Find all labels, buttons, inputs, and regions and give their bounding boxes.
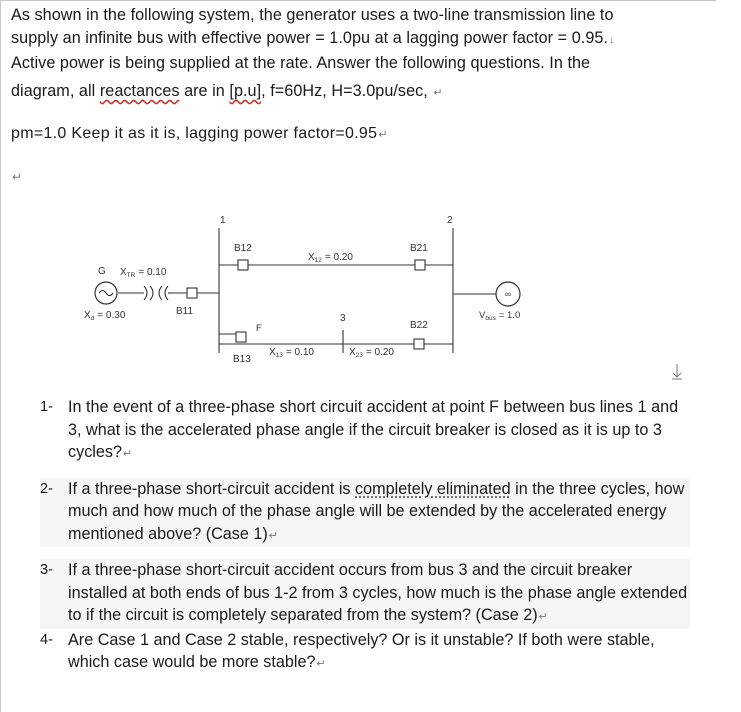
paragraph-mark-icon: ↵ xyxy=(122,448,133,460)
text-cursor-icon xyxy=(671,363,683,381)
intro-line-4-b: are in xyxy=(179,82,230,100)
infinity-symbol: ∞ xyxy=(504,289,512,299)
b21-label: B21 xyxy=(410,243,428,254)
paragraph-mark-icon: ↵ xyxy=(433,87,443,99)
node-2-label: 2 xyxy=(447,215,453,226)
question-text-a: If a three-phase short-circuit accident is xyxy=(68,479,356,498)
x13-label: $X_{13} = 0.10$ xyxy=(269,347,314,359)
node-1-label: 1 xyxy=(220,215,226,226)
breaker-b22 xyxy=(414,339,424,349)
question-1 xyxy=(40,396,690,466)
intro-line-4 xyxy=(11,80,691,105)
intro-line-1: As shown in the following system, the generator uses a two-line transmission line to xyxy=(11,6,614,24)
question-text: Are Case 1 and Case 2 stable, respectively? Or is it unstable? If both were stable, which case would be more stable? xyxy=(68,630,655,671)
question-number: 1- xyxy=(40,399,53,415)
question-text-c: in the three cycles, how much and how much of the phase angle will be extended by the accelerated energy mentioned above? (Case 1) xyxy=(68,479,685,543)
breaker-b13 xyxy=(236,332,246,342)
xd-label: $X_d = 0.30$ xyxy=(84,310,126,322)
b13-label: B13 xyxy=(233,354,251,365)
gen-label: G xyxy=(98,266,106,277)
transformer-coil-b xyxy=(159,286,168,300)
spelling-flag-pu: [p.u] xyxy=(229,82,262,100)
question-text-emphasis: completely eliminated xyxy=(355,479,511,498)
xtr-label: $X_{TR} = 0.10$ xyxy=(120,267,167,279)
question-text: In the event of a three-phase short circuit accident at point F between bus lines 1 and 3, what is the accelerated phase angle if the circuit breaker is closed as it is up to 3 cycles? xyxy=(68,398,679,461)
x23-label: $X_{23} = 0.20$ xyxy=(349,347,394,359)
pm-line-text: pm=1.0 Keep it as it is, lagging power factor=0.95 xyxy=(11,125,378,142)
line-break-icon: ↓ xyxy=(608,34,615,46)
intro-paragraph xyxy=(11,4,691,105)
breaker-b21 xyxy=(415,260,425,270)
b22-label: B22 xyxy=(410,320,428,331)
fault-point-label: F xyxy=(256,323,262,334)
paragraph-mark-icon: ↵ xyxy=(12,170,23,184)
paragraph-mark-icon: ↵ xyxy=(378,129,388,141)
node-3-label: 3 xyxy=(340,313,346,324)
question-number: 3- xyxy=(40,562,53,578)
question-2 xyxy=(40,478,690,548)
intro-line-3: Active power is being supplied at the rate. Answer the following questions. In the xyxy=(11,54,591,72)
question-text: If a three-phase short-circuit accident occurs from bus 3 and the circuit breaker installed at both ends of bus 1-2 from 3 cycles, how much is the phase angle extended to if the circuit is completely separated from the system? (Case 2) xyxy=(68,561,688,624)
intro-line-4-a: diagram, all xyxy=(11,82,100,100)
intro-line-2-text: supply an infinite bus with effective power = 1.0pu at a lagging power factor = 0.95. xyxy=(11,29,608,47)
pm-line xyxy=(11,122,691,147)
b11-label: B11 xyxy=(176,306,194,317)
intro-line-2 xyxy=(11,27,691,52)
question-number: 4- xyxy=(40,631,53,648)
vbus-label: $V_{bus} = 1.0$ xyxy=(479,310,521,322)
b12-label: B12 xyxy=(234,243,252,254)
spelling-flag-reactances: reactances xyxy=(99,82,180,100)
x12-label: $X_{12} = 0.20$ xyxy=(308,252,353,264)
intro-line-4-c: , f=60Hz, H=3.0pu/sec, xyxy=(261,82,428,100)
paragraph-mark-icon: ↵ xyxy=(268,529,278,542)
question-number: 2- xyxy=(40,480,53,497)
transformer-coil-a xyxy=(144,286,153,300)
paragraph-mark-icon: ↵ xyxy=(538,611,548,623)
breaker-b11 xyxy=(187,288,197,298)
question-list xyxy=(40,396,690,676)
breaker-b12 xyxy=(238,260,248,270)
question-3 xyxy=(40,559,690,629)
power-system-diagram xyxy=(84,208,554,368)
paragraph-mark-icon: ↵ xyxy=(316,658,326,670)
question-4 xyxy=(40,629,690,676)
